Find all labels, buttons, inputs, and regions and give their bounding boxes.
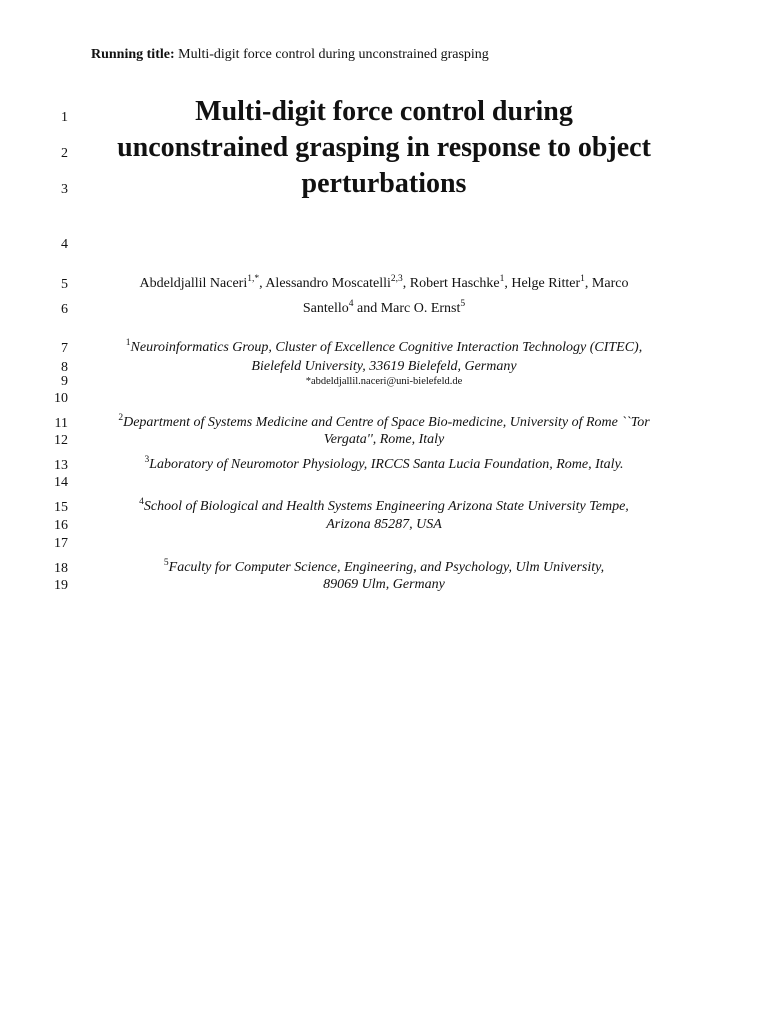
line-number: 3 xyxy=(61,182,68,197)
author-name: Abdeldjallil Naceri xyxy=(139,276,248,291)
paper-title-line-3: perturbations xyxy=(301,168,467,199)
author-name: , Marco xyxy=(584,276,629,291)
line-number: 14 xyxy=(54,475,68,490)
affiliation-marker: 3 xyxy=(144,455,150,465)
affiliation-2-line-2: Vergata'', Rome, Italy xyxy=(323,432,445,447)
author-affiliation-marker: 4 xyxy=(348,299,354,309)
paper-title-line-2: unconstrained grasping in response to object xyxy=(117,132,651,163)
affiliation-text: Laboratory of Neuromotor Physiology, IRCCS Santa Lucia Foundation, Rome, Italy. xyxy=(149,457,624,472)
author-name: , Alessandro Moscatelli xyxy=(259,276,391,291)
author-affiliation-marker: 1 xyxy=(499,274,505,284)
line-number: 6 xyxy=(61,302,68,317)
affiliation-3-line-1 xyxy=(80,457,688,473)
author-line-2 xyxy=(80,301,688,317)
affiliation-text: Department of Systems Medicine and Centre of Space Bio-medicine, University of Rome ``Tor xyxy=(123,415,650,430)
affiliation-text: Neuroinformatics Group, Cluster of Excellence Cognitive Interaction Technology (CITEC), xyxy=(130,340,643,355)
running-title-label: Running title: xyxy=(91,47,175,62)
line-number: 5 xyxy=(61,277,68,292)
line-number: 16 xyxy=(54,518,68,533)
line-number: 12 xyxy=(54,433,68,448)
affiliation-text: Faculty for Computer Science, Engineering, and Psychology, Ulm University, xyxy=(168,560,605,575)
line-number: 4 xyxy=(61,237,68,252)
line-number: 2 xyxy=(61,146,68,161)
running-title-text: Multi-digit force control during unconstrained grasping xyxy=(178,47,489,62)
author-name: , Helge Ritter xyxy=(504,276,581,291)
affiliation-1-line-2: Bielefeld University, 33619 Bielefeld, Germany xyxy=(251,359,517,374)
line-number: 8 xyxy=(61,360,68,375)
author-affiliation-marker: 1,* xyxy=(247,274,260,284)
affiliation-5-line-1 xyxy=(80,560,688,576)
line-number: 17 xyxy=(54,536,68,551)
affiliation-4-line-2: Arizona 85287, USA xyxy=(326,517,442,532)
affiliation-marker: 1 xyxy=(125,338,131,348)
affiliation-marker: 2 xyxy=(118,413,124,423)
author-affiliation-marker: 5 xyxy=(460,299,466,309)
author-name: , Robert Haschke xyxy=(402,276,500,291)
line-number: 7 xyxy=(61,341,68,356)
affiliation-text: School of Biological and Health Systems Engineering Arizona State University Tempe, xyxy=(143,499,629,514)
affiliation-marker: 5 xyxy=(163,558,169,568)
author-line-1 xyxy=(80,276,688,292)
corresponding-email: *abdeldjallil.naceri@uni-bielefeld.de xyxy=(305,376,463,387)
line-number: 1 xyxy=(61,110,68,125)
affiliation-5-line-2: 89069 Ulm, Germany xyxy=(323,577,445,592)
line-number: 15 xyxy=(54,500,68,515)
line-number: 19 xyxy=(54,578,68,593)
affiliation-marker: 4 xyxy=(139,497,144,507)
author-affiliation-marker: 1 xyxy=(580,274,585,284)
author-name: and Marc O. Ernst xyxy=(353,301,461,316)
author-affiliation-marker: 2,3 xyxy=(390,274,403,284)
line-number: 9 xyxy=(61,374,68,389)
author-name: Santello xyxy=(302,301,349,316)
line-number: 10 xyxy=(54,391,68,406)
line-number: 13 xyxy=(54,458,68,473)
line-number: 11 xyxy=(54,416,68,431)
paper-title-line-1: Multi-digit force control during xyxy=(195,96,573,127)
line-number: 18 xyxy=(54,561,68,576)
affiliation-4-line-1 xyxy=(80,499,688,515)
running-title xyxy=(91,47,489,63)
affiliation-1-line-1 xyxy=(80,340,688,356)
affiliation-2-line-1 xyxy=(80,415,688,431)
